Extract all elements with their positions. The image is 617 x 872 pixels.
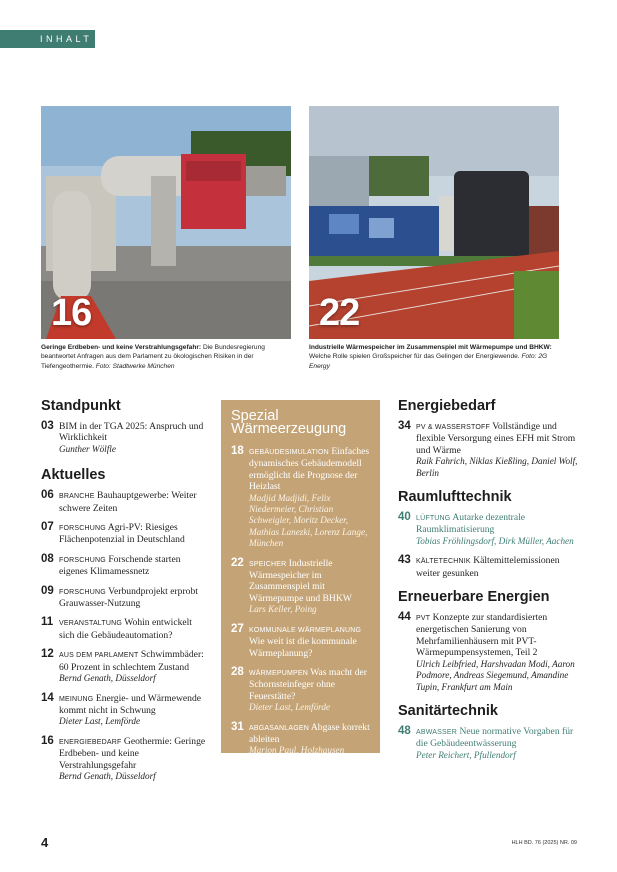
caption-bold: Industrielle Wärmespeicher im Zusammenspiel mit Wärmepumpe und BHKW:	[309, 344, 552, 351]
toc-list	[398, 421, 578, 479]
toc-title: Was macht der Schornsteinfeger ohne Feuerstätte?	[249, 666, 367, 702]
toc-entry-body	[416, 612, 578, 693]
toc-entry-body	[249, 722, 370, 757]
toc-title: Agri-PV: Riesiges Flächenpotenzial in Deutschland	[59, 522, 185, 546]
toc-page-number: 12	[41, 648, 54, 661]
toc-entry[interactable]	[231, 446, 370, 550]
section-heading: Erneuerbare Energien	[398, 589, 550, 606]
toc-authors: Madjid Madjidi, Felix Niedermeier, Christian Schweigler, Moritz Decker, Mathias Lanezki, Lorenz Lange, München	[249, 492, 368, 549]
toc-list	[398, 612, 578, 693]
toc-page-number: 14	[41, 691, 54, 704]
toc-category: PV & WASSERSTOFF	[416, 424, 490, 431]
section-heading: Sanitärtechnik	[398, 702, 498, 719]
photo-page-number: 22	[319, 292, 360, 334]
toc-authors: Dieter Last, Lemförde	[249, 702, 331, 713]
toc-entry-body	[59, 490, 209, 514]
spezial-heading	[231, 410, 370, 436]
caption-credit: Foto: 2G Energy	[309, 353, 548, 370]
toc-page-number: 48	[398, 724, 411, 737]
toc-title: Energie- und Wärmewende kommt nicht in Schwung	[59, 692, 202, 716]
toc-page-number: 27	[231, 622, 244, 635]
toc-category: MEINUNG	[59, 695, 94, 703]
photo-page-number: 16	[51, 292, 92, 334]
caption-text: Die Bundesregierung beantwortet Anfragen aus dem Parlament zu ökologischen Risiken in der Tiefengeothermie.	[41, 344, 265, 370]
toc-entry-body	[249, 558, 370, 616]
toc-authors: Marion Paul, Holzhausen	[249, 745, 345, 756]
toc-entry-body	[416, 512, 578, 547]
photo-geothermie	[41, 106, 291, 339]
toc-entry[interactable]	[231, 667, 370, 714]
toc-title: Wohin entwickelt sich die Gebäudeautomation?	[59, 617, 192, 641]
toc-authors: Peter Reichert, Pfullendorf	[416, 749, 516, 760]
toc-authors: Bernd Genath, Düsseldorf	[59, 673, 156, 684]
toc-list	[398, 512, 578, 579]
toc-category: BRANCHE	[59, 493, 95, 501]
toc-page-number: 07	[41, 521, 54, 534]
toc-title: Autarke dezentrale Raumklimatisierung	[416, 512, 526, 536]
toc-category: ENERGIEBEDARF	[59, 738, 122, 746]
toc-entry-body	[59, 649, 209, 684]
toc-entry[interactable]	[41, 617, 209, 641]
toc-category: SPEICHER	[249, 560, 287, 568]
toc-title: Konzepte zur standardisierten energetischen Sanierung von Mehrfamilienhäusern mit PVT-Wärmepumpensystemen, Teil 2	[416, 612, 548, 659]
toc-entry[interactable]	[398, 421, 578, 479]
toc-authors: Dieter Last, Lemförde	[59, 716, 141, 727]
toc-page-number: 03	[41, 420, 54, 432]
toc-entry[interactable]	[398, 512, 578, 547]
issue-info: HLH BD. 76 (2025) NR. 09	[511, 840, 577, 846]
toc-entry-body	[59, 693, 209, 728]
section-heading: Raumlufttechnik	[398, 489, 512, 506]
toc-entry[interactable]	[41, 522, 209, 546]
toc-entry-body	[249, 446, 370, 550]
toc-category: GEBÄUDESIMULATION	[249, 449, 329, 456]
caption-text: Welche Rolle spielen Großspeicher für das Gelingen der Energiewende.	[309, 353, 522, 361]
toc-entry[interactable]	[231, 624, 370, 659]
toc-title: BIM in der TGA 2025: Anspruch und Wirklichkeit	[59, 421, 204, 444]
spezial-box	[221, 400, 380, 756]
caption-credit: Foto: Stadtwerke München	[95, 362, 175, 370]
toc-category: KOMMUNALE WÄRMEPLANUNG	[249, 626, 362, 634]
toc-authors: Gunther Wölfle	[59, 443, 116, 454]
toc-entry-body	[416, 421, 578, 479]
toc-entry-body	[59, 586, 209, 610]
toc-title: Neue normative Vorgaben für die Gebäudeentwässerung	[416, 725, 574, 750]
toc-entry[interactable]	[41, 586, 209, 610]
toc-category: KÄLTETECHNIK	[416, 558, 471, 566]
toc-page-number: 40	[398, 511, 411, 524]
photo-caption	[41, 343, 291, 371]
toc-entry-body	[59, 736, 209, 783]
toc-entry[interactable]	[41, 421, 209, 455]
toc-title: Industrielle Wärmespeicher im Zusammenspiel mit Wärmepumpe und BHKW	[249, 557, 352, 604]
toc-entry[interactable]	[41, 649, 209, 684]
toc-authors: Raik Fahrich, Niklas Kießling, Daniel Wolf, Berlin	[416, 456, 578, 478]
toc-entry[interactable]	[41, 490, 209, 514]
toc-title: Bauhauptgewerbe: Weiter schwere Zeiten	[59, 490, 197, 514]
toc-entry[interactable]	[231, 722, 370, 757]
toc-entry-body	[59, 522, 209, 546]
toc-authors: Ulrich Leibfried, Harshvadan Modi, Aaron Podmore, Andreas Siegemund, Amandine Tupin, Frankfurt am Main	[416, 658, 575, 692]
toc-entry-body	[249, 667, 370, 714]
toc-entry-body	[59, 554, 209, 578]
toc-page-number: 16	[41, 734, 54, 747]
toc-title: Abgase korrekt ableiten	[249, 721, 370, 745]
toc-page-number: 09	[41, 584, 54, 597]
toc-entry-body	[59, 421, 209, 455]
toc-page-number: 22	[231, 556, 244, 569]
section-tag: INHALT	[0, 30, 95, 48]
toc-title: Kältemittelemissionen weiter gesunken	[416, 555, 560, 579]
toc-page-number: 34	[398, 420, 411, 432]
caption-bold: Geringe Erdbeben- und keine Verstrahlungsgefahr:	[41, 344, 202, 351]
section-heading: Energiebedarf	[398, 398, 496, 414]
toc-column-left	[41, 398, 209, 790]
toc-page-number: 43	[398, 554, 411, 567]
toc-entry-body	[59, 617, 209, 641]
toc-entry[interactable]	[41, 736, 209, 783]
toc-category: WÄRMEPUMPEN	[249, 669, 308, 677]
toc-list	[41, 421, 209, 455]
toc-entry-body	[416, 555, 578, 579]
toc-title: Verbundprojekt erprobt Grauwasser-Nutzung	[59, 585, 198, 610]
toc-entry[interactable]	[398, 726, 578, 761]
toc-title: Forschende starten eigenes Klimamessnetz	[59, 553, 181, 578]
photo-caption	[309, 343, 559, 371]
toc-authors: Tobias Fröhlingsdorf, Dirk Müller, Aachen	[416, 535, 574, 546]
toc-category: ABGASANLAGEN	[249, 724, 309, 732]
toc-authors: Bernd Genath, Düsseldorf	[59, 770, 156, 781]
spezial-title-line1: Spezial	[231, 408, 279, 424]
toc-list	[41, 490, 209, 782]
toc-title: Wie weit ist die kommunale Wärmeplanung?	[249, 636, 357, 659]
toc-category: PVT	[416, 615, 431, 623]
toc-page-number: 28	[231, 665, 244, 678]
toc-category: ABWASSER	[416, 728, 458, 736]
toc-title: Einfaches dynamisches Gebäudemodell ermöglicht die Prognose der Heizlast	[249, 446, 370, 493]
section-heading: Standpunkt	[41, 398, 121, 414]
toc-category: FORSCHUNG	[59, 556, 106, 564]
toc-list	[231, 446, 370, 757]
section-heading: Aktuelles	[41, 467, 106, 484]
toc-title: Schwimmbäder: 60 Prozent in schlechtem Zustand	[59, 649, 204, 673]
toc-page-number: 06	[41, 489, 54, 502]
page-number: 4	[41, 835, 49, 850]
toc-category: FORSCHUNG	[59, 588, 106, 596]
toc-title: Geothermie: Geringe Erdbeben- und keine Verstrahlungsgefahr	[59, 735, 206, 771]
spezial-title-line2: Wärmeerzeugung	[231, 421, 347, 437]
toc-entry-body	[416, 726, 578, 761]
toc-category: FORSCHUNG	[59, 525, 106, 533]
toc-entry[interactable]	[41, 693, 209, 728]
toc-page-number: 11	[41, 616, 54, 629]
toc-page-number: 08	[41, 552, 54, 565]
toc-entry[interactable]	[41, 554, 209, 578]
toc-title: Vollständige und flexible Versorgung eines EFH mit Strom und Wärme	[416, 421, 576, 456]
toc-category: LÜFTUNG	[416, 515, 451, 523]
toc-entry[interactable]	[398, 555, 578, 579]
toc-category: AUS DEM PARLAMENT	[59, 652, 139, 660]
toc-page-number: 18	[231, 445, 244, 457]
toc-category: VERANSTALTUNG	[59, 620, 123, 628]
toc-list	[398, 726, 578, 761]
toc-entry[interactable]	[398, 612, 578, 693]
toc-page-number: 31	[231, 720, 244, 733]
toc-column-right	[398, 398, 578, 769]
toc-entry[interactable]	[231, 558, 370, 616]
photo-waermespeicher	[309, 106, 559, 339]
toc-page-number: 44	[398, 611, 411, 624]
toc-authors: Lars Keller, Poing	[249, 604, 317, 615]
toc-entry-body	[249, 624, 370, 659]
